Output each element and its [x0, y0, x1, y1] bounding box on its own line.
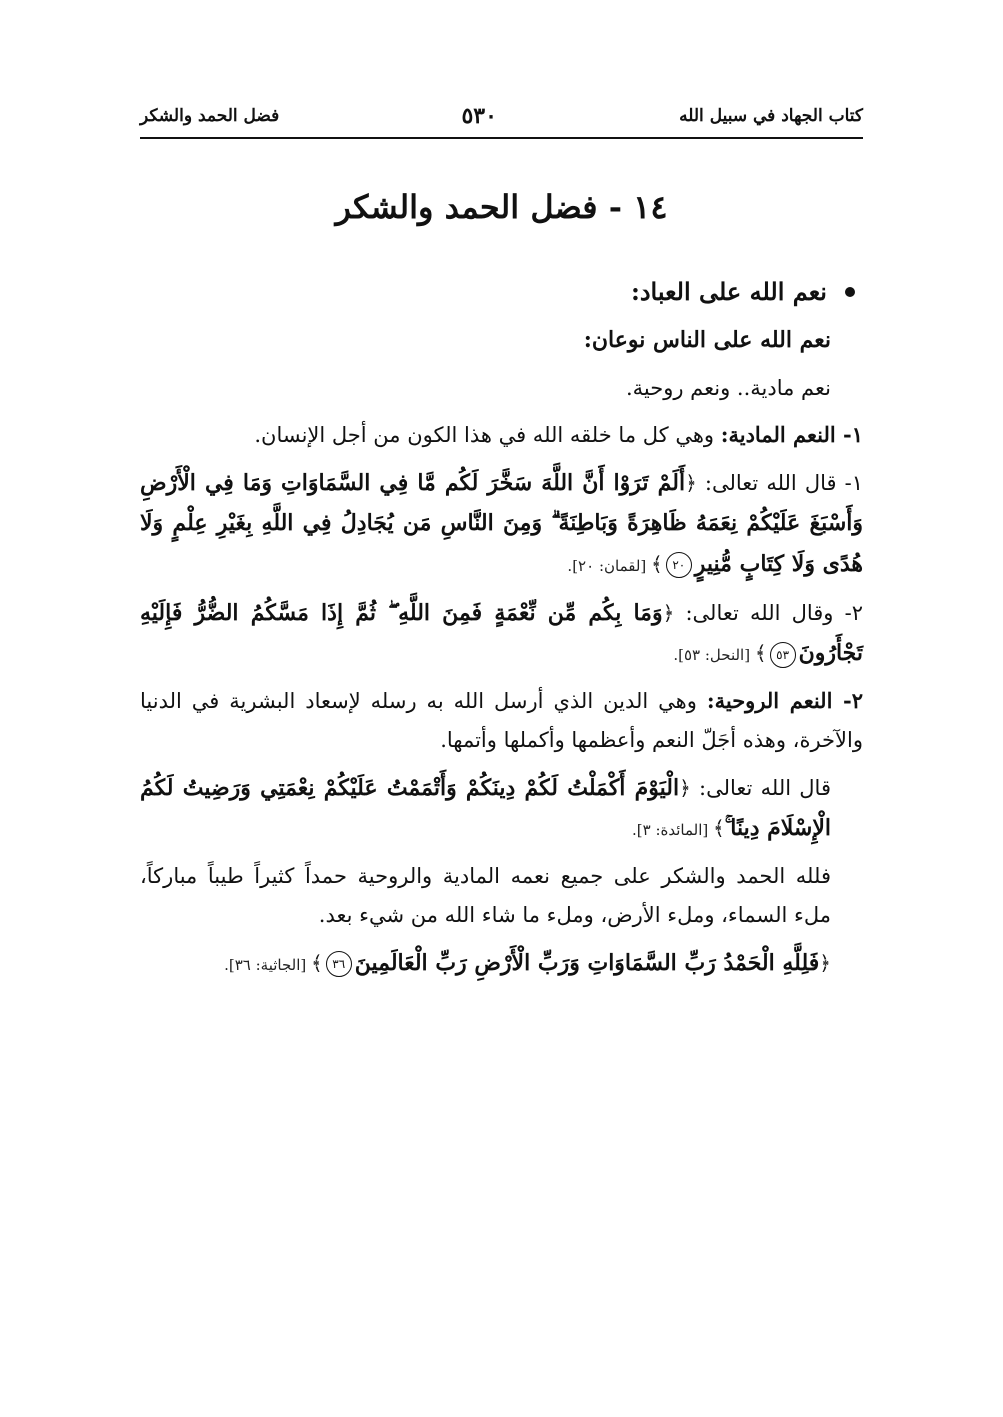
evidence3-quran: الْيَوْمَ أَكْمَلْتُ لَكُمْ دِينَكُمْ وَأَتْمَمْتُ عَلَيْكُمْ نِعْمَتِي وَرَضِيتُ لَكُمُ الْإِسْلَامَ دِينًا ۚ — [140, 774, 831, 842]
evidence2-quran: وَمَا بِكُم مِّن نِّعْمَةٍ فَمِنَ اللَّهِ ۖ ثُمَّ إِذَا مَسَّكُمُ الضُّرُّ فَإِلَيْهِ تَجْأَرُونَ — [140, 599, 863, 667]
header-divider — [140, 137, 863, 139]
evidence-maidah — [140, 768, 863, 849]
item2-lead: ٢- النعم الروحية: — [706, 688, 863, 713]
evidence4-close: ﴾ — [311, 950, 323, 975]
evidence3-prefix: قال الله تعالى: — [690, 775, 831, 800]
closing-paragraph: فلله الحمد والشكر على جميع نعمه المادية والروحية حمداً كثيراً طيباً مباركاً، ملء السماء، وملء الأرض، وملء ما شاء الله من شيء بعد. — [140, 864, 831, 927]
bullet-heading — [140, 270, 863, 314]
item1-text: وهي كل ما خلقه الله في هذا الكون من أجل الإنسان. — [254, 422, 721, 447]
evidence3-ref: [المائدة: ٣]. — [631, 821, 714, 840]
evidence3-close: ﴾ — [713, 816, 725, 841]
evidence-jathiyah — [140, 943, 863, 984]
evidence1-quran: أَلَمْ تَرَوْا أَنَّ اللَّهَ سَخَّرَ لَكُم مَّا فِي السَّمَاوَاتِ وَمَا فِي الْأَرْضِ وَأَسْبَغَ عَلَيْكُمْ نِعَمَهُ ظَاهِرَةً وَبَاطِنَةً ۗ وَمِنَ النَّاسِ مَن يُجَادِلُ فِي اللَّهِ بِغَيْرِ عِلْمٍ وَلَا هُدًى وَلَا كِتَابٍ مُّنِيرٍ — [140, 469, 863, 577]
evidence4-open: ﴿ — [819, 950, 831, 975]
evidence3-open: ﴿ — [679, 775, 691, 800]
ayah-number-icon: ٥٣ — [770, 642, 796, 668]
header-book-title: كتاب الجهاد في سبيل الله — [679, 106, 863, 126]
page-body — [140, 185, 863, 991]
bullet-heading-text: نعم الله على العباد: — [630, 276, 827, 306]
running-header — [140, 100, 863, 132]
evidence-nahl — [140, 593, 863, 674]
evidence2-close: ﴾ — [754, 641, 767, 666]
evidence2-ref: [النحل: ٥٣]. — [673, 646, 755, 665]
spiritual-blessings-item — [140, 682, 863, 760]
item2-text: وهي الدين الذي أرسل الله به رسله لإسعاد البشرية في الدنيا والآخرة، وهذه أجَلّ النعم وأعظمها وأكملها وأتمها. — [140, 689, 863, 752]
bullet-icon — [845, 287, 855, 297]
chapter-title: ١٤ - فضل الحمد والشكر — [335, 188, 668, 226]
ayah-number-icon: ٢٠ — [666, 552, 692, 578]
ayah-number-icon: ٣٦ — [326, 951, 352, 977]
evidence1-ref: [لقمان: ٢٠]. — [567, 556, 652, 575]
material-blessings-item — [140, 416, 863, 455]
header-section-title: فضل الحمد والشكر — [140, 106, 280, 126]
evidence1-close: ﴾ — [651, 551, 663, 576]
sub-heading: نعم الله على الناس نوعان: — [583, 327, 831, 354]
item1-lead: ١- النعم المادية: — [720, 421, 863, 447]
evidence1-prefix: ١- قال الله تعالى: — [696, 470, 863, 495]
evidence1-open: ﴿ — [685, 470, 697, 495]
evidence2-open: ﴿ — [662, 600, 675, 625]
intro-line: نعم مادية.. ونعم روحية. — [625, 375, 831, 400]
evidence4-ref: [الجاثية: ٣٦]. — [224, 955, 312, 974]
evidence-luqman — [140, 463, 863, 585]
page-number: ٥٣٠ — [461, 103, 497, 129]
evidence4-quran: فَلِلَّهِ الْحَمْدُ رَبِّ السَّمَاوَاتِ وَرَبِّ الْأَرْضِ رَبِّ الْعَالَمِينَ — [354, 949, 820, 976]
evidence2-prefix: ٢- وقال الله تعالى: — [674, 600, 863, 625]
